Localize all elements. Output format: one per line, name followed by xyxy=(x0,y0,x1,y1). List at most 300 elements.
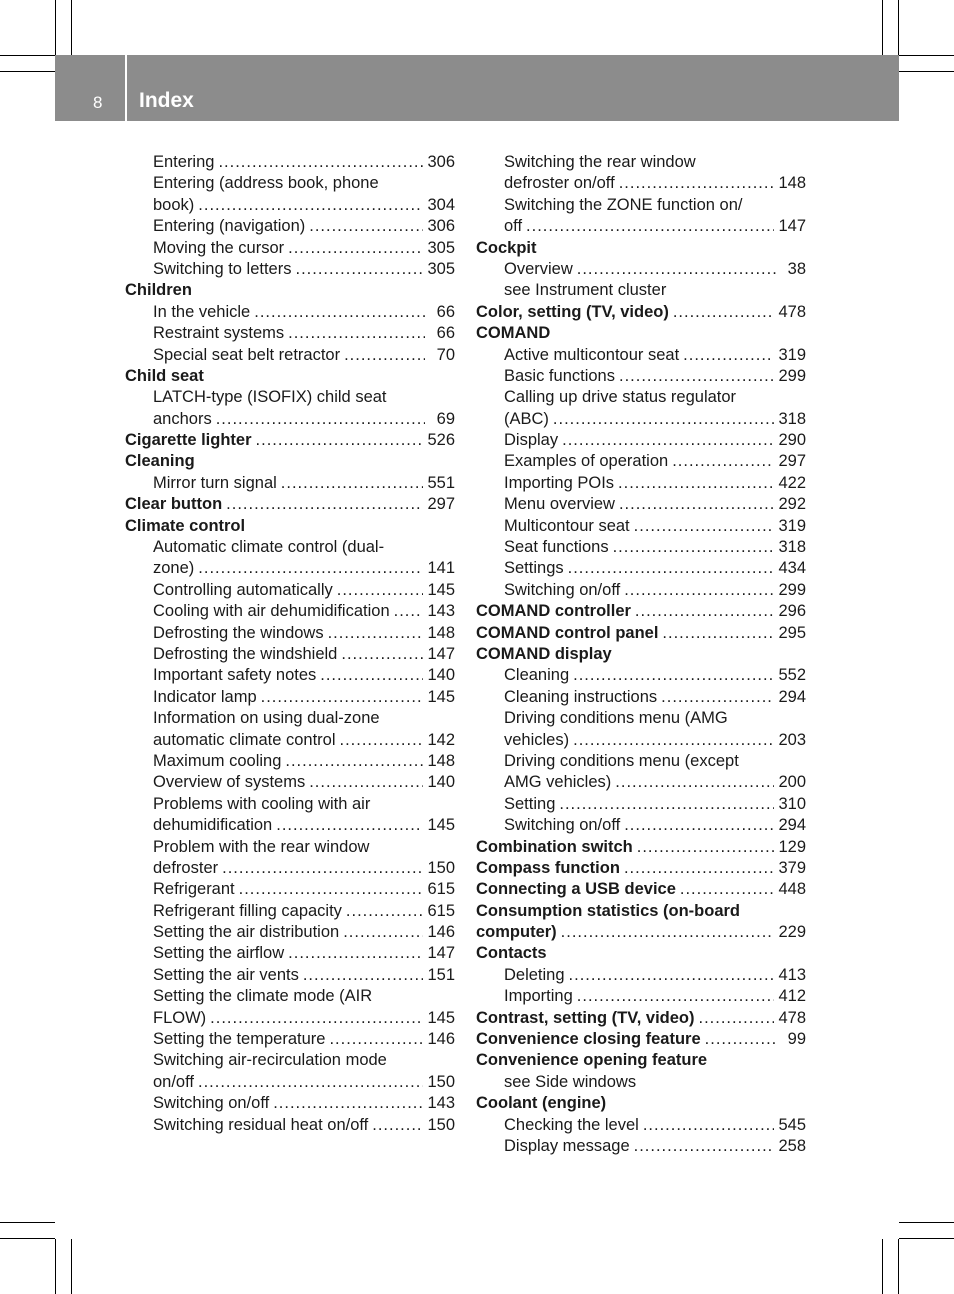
index-entry xyxy=(476,409,806,430)
page-ref: 148 xyxy=(778,174,806,193)
index-entry xyxy=(476,1072,806,1093)
entry-text: off xyxy=(504,217,523,236)
entry-text: Switching air-recirculation mode xyxy=(153,1051,387,1070)
dot-leader xyxy=(619,366,774,387)
index-entry xyxy=(476,430,806,451)
page-ref: 413 xyxy=(778,965,806,984)
entry-text: Controlling automatically xyxy=(153,580,333,599)
crop-mark xyxy=(899,71,954,72)
index-heading xyxy=(476,623,806,644)
page-ref: 304 xyxy=(427,195,455,214)
page-ref: 422 xyxy=(778,473,806,492)
page-ref: 478 xyxy=(778,302,806,321)
page-ref: 145 xyxy=(427,1008,455,1027)
entry-text: Important safety notes xyxy=(153,666,317,685)
dot-leader xyxy=(346,901,424,922)
entry-text: Active multicontour seat xyxy=(504,345,680,364)
index-entry xyxy=(125,879,455,900)
crop-mark xyxy=(0,55,55,56)
entry-text: Special seat belt retractor xyxy=(153,345,341,364)
entry-text: Problems with cooling with air xyxy=(153,794,371,813)
crop-mark xyxy=(898,0,899,55)
page-ref: 203 xyxy=(778,730,806,749)
entry-text: Mirror turn signal xyxy=(153,473,277,492)
index-heading xyxy=(125,280,455,301)
index-entry xyxy=(476,216,806,237)
page-ref: 38 xyxy=(787,259,806,278)
index-entry xyxy=(476,815,806,836)
index-entry xyxy=(476,965,806,986)
entry-text: Switching on/off xyxy=(504,816,621,835)
entry-text: automatic climate control xyxy=(153,730,336,749)
page-ref: 146 xyxy=(427,923,455,942)
index-entry xyxy=(125,1093,455,1114)
dot-leader xyxy=(662,623,774,644)
index-column-left xyxy=(125,152,455,1136)
index-entry xyxy=(125,772,455,793)
index-entry xyxy=(476,366,806,387)
crop-mark xyxy=(55,0,56,55)
dot-leader xyxy=(615,772,774,793)
page-ref: 306 xyxy=(427,153,455,171)
entry-text: Examples of operation xyxy=(504,452,669,471)
page-ref: 318 xyxy=(778,538,806,557)
entry-text: Children xyxy=(125,281,192,300)
index-entry xyxy=(125,302,455,323)
page-ref: 147 xyxy=(778,217,806,236)
dot-leader xyxy=(635,601,775,622)
page-ref: 290 xyxy=(778,431,806,450)
crop-mark xyxy=(882,0,883,55)
index-entry xyxy=(125,730,455,751)
crop-mark xyxy=(882,1239,883,1294)
entry-text: book) xyxy=(153,195,195,214)
dot-leader xyxy=(618,473,774,494)
entry-text: Cigarette lighter xyxy=(125,431,252,450)
index-heading xyxy=(476,922,806,943)
index-entry xyxy=(125,1050,455,1071)
entry-text: Automatic climate control (dual- xyxy=(153,538,385,557)
page-ref: 379 xyxy=(778,858,806,877)
entry-text: Display xyxy=(504,431,559,450)
header-divider xyxy=(125,55,127,121)
entry-text: computer) xyxy=(476,923,557,942)
page-ref: 305 xyxy=(427,238,455,257)
entry-text: Setting the air distribution xyxy=(153,923,340,942)
index-entry xyxy=(125,216,455,237)
dot-leader xyxy=(624,815,774,836)
dot-leader xyxy=(309,772,423,793)
page-ref: 147 xyxy=(427,644,455,663)
index-entry xyxy=(125,345,455,366)
page-ref: 292 xyxy=(778,495,806,514)
dot-leader xyxy=(577,259,776,280)
dot-leader xyxy=(343,922,423,943)
entry-text: COMAND xyxy=(476,324,551,343)
entry-text: Menu overview xyxy=(504,495,615,514)
dot-leader xyxy=(394,601,424,622)
page-ref: 151 xyxy=(427,965,455,984)
index-entry xyxy=(476,516,806,537)
page-ref: 143 xyxy=(427,1094,455,1113)
entry-text: see Side windows xyxy=(504,1072,637,1091)
index-heading xyxy=(476,837,806,858)
index-heading xyxy=(476,644,806,665)
index-heading xyxy=(476,1029,806,1050)
crop-mark xyxy=(898,1239,899,1294)
page-number: 8 xyxy=(93,93,103,112)
entry-text: Switching the rear window xyxy=(504,153,696,171)
entry-text: Maximum cooling xyxy=(153,751,282,770)
index-entry xyxy=(476,751,806,772)
page-ref: 306 xyxy=(427,217,455,236)
crop-mark xyxy=(0,1238,55,1239)
page-ref: 150 xyxy=(427,1115,455,1134)
entry-text: Settings xyxy=(504,559,564,578)
dot-leader xyxy=(568,558,775,579)
index-entry xyxy=(476,494,806,515)
dot-leader xyxy=(288,943,423,964)
index-entry xyxy=(476,451,806,472)
page-ref: 552 xyxy=(778,666,806,685)
crop-mark xyxy=(71,0,72,55)
index-heading xyxy=(476,858,806,879)
entry-text: Defrosting the windows xyxy=(153,623,324,642)
entry-text: Moving the cursor xyxy=(153,238,285,257)
dot-leader xyxy=(661,687,774,708)
entry-text: Driving conditions menu (except xyxy=(504,751,739,770)
index-entry xyxy=(125,387,455,408)
index-entry xyxy=(125,537,455,558)
dot-leader xyxy=(634,516,775,537)
dot-leader xyxy=(613,537,775,558)
index-entry xyxy=(476,152,806,173)
entry-text: Entering (address book, phone xyxy=(153,174,379,193)
entry-text: Climate control xyxy=(125,516,246,535)
index-entry xyxy=(476,794,806,815)
index-heading xyxy=(125,366,455,387)
dot-leader xyxy=(559,794,774,815)
index-entry xyxy=(125,1029,455,1050)
index-entry xyxy=(125,195,455,216)
index-heading xyxy=(125,494,455,515)
entry-text: Seat functions xyxy=(504,538,609,557)
entry-text: Indicator lamp xyxy=(153,687,257,706)
index-entry xyxy=(125,238,455,259)
entry-text: Importing xyxy=(504,987,573,1006)
index-entry xyxy=(125,794,455,815)
dot-leader xyxy=(210,1008,423,1029)
entry-text: Entering (navigation) xyxy=(153,217,306,236)
page-ref: 140 xyxy=(427,666,455,685)
index-entry xyxy=(125,173,455,194)
dot-leader xyxy=(637,837,775,858)
dot-leader xyxy=(573,730,774,751)
page-ref: 545 xyxy=(778,1115,806,1134)
entry-text: Cleaning instructions xyxy=(504,687,658,706)
entry-text: Switching on/off xyxy=(153,1094,270,1113)
dot-leader xyxy=(344,345,425,366)
index-entry xyxy=(125,751,455,772)
index-heading xyxy=(476,302,806,323)
index-entry xyxy=(125,623,455,644)
index-heading xyxy=(125,430,455,451)
page-header xyxy=(55,55,899,121)
index-entry xyxy=(125,965,455,986)
dot-leader xyxy=(198,1072,423,1093)
dot-leader xyxy=(372,1115,423,1136)
index-heading xyxy=(476,879,806,900)
dot-leader xyxy=(303,965,424,986)
index-heading xyxy=(476,238,806,259)
page-ref: 319 xyxy=(778,516,806,535)
page-ref: 412 xyxy=(778,987,806,1006)
dot-leader xyxy=(273,1093,423,1114)
entry-text: Color, setting (TV, video) xyxy=(476,302,669,321)
dot-leader xyxy=(553,409,775,430)
index-column-right xyxy=(476,152,806,1157)
entry-text: Overview xyxy=(504,259,573,278)
dot-leader xyxy=(281,473,424,494)
dot-leader xyxy=(619,173,775,194)
page-ref: 310 xyxy=(778,794,806,813)
index-entry xyxy=(125,901,455,922)
dot-leader xyxy=(340,730,424,751)
dot-leader xyxy=(276,815,423,836)
index-entry xyxy=(125,708,455,729)
dot-leader xyxy=(705,1029,776,1050)
page-ref: 297 xyxy=(778,452,806,471)
index-entry xyxy=(476,473,806,494)
index-entry xyxy=(476,665,806,686)
entry-text: LATCH-type (ISOFIX) child seat xyxy=(153,388,387,407)
page-ref: 146 xyxy=(427,1030,455,1049)
entry-text: Convenience opening feature xyxy=(476,1051,708,1070)
index-heading xyxy=(476,1093,806,1114)
dot-leader xyxy=(526,216,774,237)
index-entry xyxy=(125,922,455,943)
entry-text: defroster xyxy=(153,858,219,877)
index-entry xyxy=(476,1115,806,1136)
dot-leader xyxy=(329,1029,423,1050)
dot-leader xyxy=(295,259,423,280)
index-entry xyxy=(125,323,455,344)
entry-text: Setting xyxy=(504,794,556,813)
entry-text: Child seat xyxy=(125,366,204,385)
entry-text: Checking the level xyxy=(504,1115,639,1134)
index-entry xyxy=(476,580,806,601)
index-entry xyxy=(476,708,806,729)
page-ref: 99 xyxy=(787,1030,806,1049)
entry-text: zone) xyxy=(153,559,195,578)
index-entry xyxy=(476,387,806,408)
index-entry xyxy=(125,644,455,665)
entry-text: Importing POIs xyxy=(504,473,615,492)
entry-text: Switching on/off xyxy=(504,580,621,599)
page-ref: 69 xyxy=(436,409,455,428)
page-ref: 318 xyxy=(778,409,806,428)
entry-text: COMAND display xyxy=(476,644,612,663)
page-ref: 299 xyxy=(778,366,806,385)
entry-text: Clear button xyxy=(125,495,223,514)
entry-text: Basic functions xyxy=(504,366,615,385)
entry-text: Convenience closing feature xyxy=(476,1030,701,1049)
index-entry xyxy=(125,1008,455,1029)
entry-text: Problem with the rear window xyxy=(153,837,370,856)
dot-leader xyxy=(673,302,775,323)
entry-text: COMAND controller xyxy=(476,602,631,621)
index-entry xyxy=(476,345,806,366)
dot-leader xyxy=(577,986,775,1007)
dot-leader xyxy=(619,494,775,515)
entry-text: anchors xyxy=(153,409,212,428)
entry-text: Calling up drive status regulator xyxy=(504,388,737,407)
crop-mark xyxy=(899,1222,954,1223)
page-ref: 129 xyxy=(778,837,806,856)
page-ref: 66 xyxy=(436,324,455,343)
dot-leader xyxy=(320,665,423,686)
entry-text: Contacts xyxy=(476,944,547,963)
index-entry xyxy=(476,687,806,708)
page-ref: 294 xyxy=(778,816,806,835)
page-ref: 294 xyxy=(778,687,806,706)
page-ref: 140 xyxy=(427,773,455,792)
index-entry xyxy=(125,152,455,173)
page-ref: 258 xyxy=(778,1136,806,1155)
dot-leader xyxy=(683,345,774,366)
dot-leader xyxy=(672,451,774,472)
page-ref: 434 xyxy=(778,559,806,578)
dot-leader xyxy=(341,644,423,665)
index-entry xyxy=(476,280,806,301)
page-ref: 145 xyxy=(427,580,455,599)
index-entry xyxy=(476,537,806,558)
dot-leader xyxy=(337,580,424,601)
entry-text: see Instrument cluster xyxy=(504,281,667,300)
entry-text: Restraint systems xyxy=(153,324,285,343)
dot-leader xyxy=(256,430,424,451)
index-heading xyxy=(476,601,806,622)
index-entry xyxy=(476,259,806,280)
index-entry xyxy=(125,837,455,858)
page-ref: 150 xyxy=(427,1072,455,1091)
dot-leader xyxy=(285,751,423,772)
dot-leader xyxy=(239,879,424,900)
entry-text: Deleting xyxy=(504,965,565,984)
index-entry xyxy=(125,259,455,280)
dot-leader xyxy=(624,858,775,879)
page-ref: 148 xyxy=(427,751,455,770)
entry-text: Coolant (engine) xyxy=(476,1094,607,1113)
entry-text: Setting the air vents xyxy=(153,965,299,984)
entry-text: Defrosting the windshield xyxy=(153,644,338,663)
entry-text: Refrigerant filling capacity xyxy=(153,901,342,920)
page-ref: 478 xyxy=(778,1008,806,1027)
entry-text: Switching the ZONE function on/ xyxy=(504,195,743,214)
dot-leader xyxy=(561,922,775,943)
entry-text: Cleaning xyxy=(504,666,570,685)
dot-leader xyxy=(288,323,425,344)
index-entry xyxy=(476,558,806,579)
entry-text: dehumidification xyxy=(153,816,273,835)
entry-text: In the vehicle xyxy=(153,302,251,321)
entry-text: Setting the climate mode (AIR xyxy=(153,987,373,1006)
index-entry xyxy=(476,173,806,194)
page-ref: 145 xyxy=(427,687,455,706)
index-entry xyxy=(476,195,806,216)
entry-text: vehicles) xyxy=(504,730,570,749)
index-heading xyxy=(125,516,455,537)
page-ref: 142 xyxy=(427,730,455,749)
dot-leader xyxy=(198,195,423,216)
dot-leader xyxy=(328,623,424,644)
crop-mark xyxy=(0,71,55,72)
dot-leader xyxy=(254,302,425,323)
page-ref: 66 xyxy=(436,302,455,321)
index-heading xyxy=(476,1008,806,1029)
entry-text: Cockpit xyxy=(476,238,537,257)
index-entry xyxy=(125,558,455,579)
page-ref: 551 xyxy=(427,473,455,492)
index-entry xyxy=(125,986,455,1007)
crop-mark xyxy=(71,1239,72,1294)
page-ref: 70 xyxy=(436,345,455,364)
page-ref: 319 xyxy=(778,345,806,364)
page-title: Index xyxy=(139,89,194,112)
entry-text: Overview of systems xyxy=(153,773,306,792)
entry-text: Connecting a USB device xyxy=(476,880,676,899)
entry-text: Cleaning xyxy=(125,452,195,471)
dot-leader xyxy=(309,216,423,237)
entry-text: Setting the temperature xyxy=(153,1030,326,1049)
crop-mark xyxy=(899,1238,954,1239)
page-ref: 141 xyxy=(427,559,455,578)
page-ref: 295 xyxy=(778,623,806,642)
entry-text: (ABC) xyxy=(504,409,549,428)
page-ref: 448 xyxy=(778,880,806,899)
dot-leader xyxy=(218,152,423,173)
index-heading xyxy=(476,1050,806,1071)
page-ref: 229 xyxy=(778,923,806,942)
crop-mark xyxy=(899,55,954,56)
dot-leader xyxy=(699,1008,775,1029)
dot-leader xyxy=(573,665,774,686)
page-ref: 526 xyxy=(427,431,455,450)
index-entry xyxy=(125,601,455,622)
crop-mark xyxy=(0,1222,55,1223)
dot-leader xyxy=(634,1136,775,1157)
entry-text: on/off xyxy=(153,1072,194,1091)
index-heading xyxy=(476,943,806,964)
page-ref: 147 xyxy=(427,944,455,963)
index-entry xyxy=(125,943,455,964)
entry-text: Multicontour seat xyxy=(504,516,630,535)
page-ref: 615 xyxy=(427,880,455,899)
index-entry xyxy=(125,858,455,879)
index-entry xyxy=(125,580,455,601)
index-heading xyxy=(476,901,806,922)
index-entry xyxy=(476,1136,806,1157)
dot-leader xyxy=(222,858,423,879)
index-entry xyxy=(125,1072,455,1093)
entry-text: Setting the airflow xyxy=(153,944,285,963)
page-ref: 145 xyxy=(427,816,455,835)
page-ref: 296 xyxy=(778,602,806,621)
dot-leader xyxy=(680,879,775,900)
entry-text: Cooling with air dehumidification xyxy=(153,602,390,621)
index-entry xyxy=(125,687,455,708)
page-ref: 200 xyxy=(778,773,806,792)
